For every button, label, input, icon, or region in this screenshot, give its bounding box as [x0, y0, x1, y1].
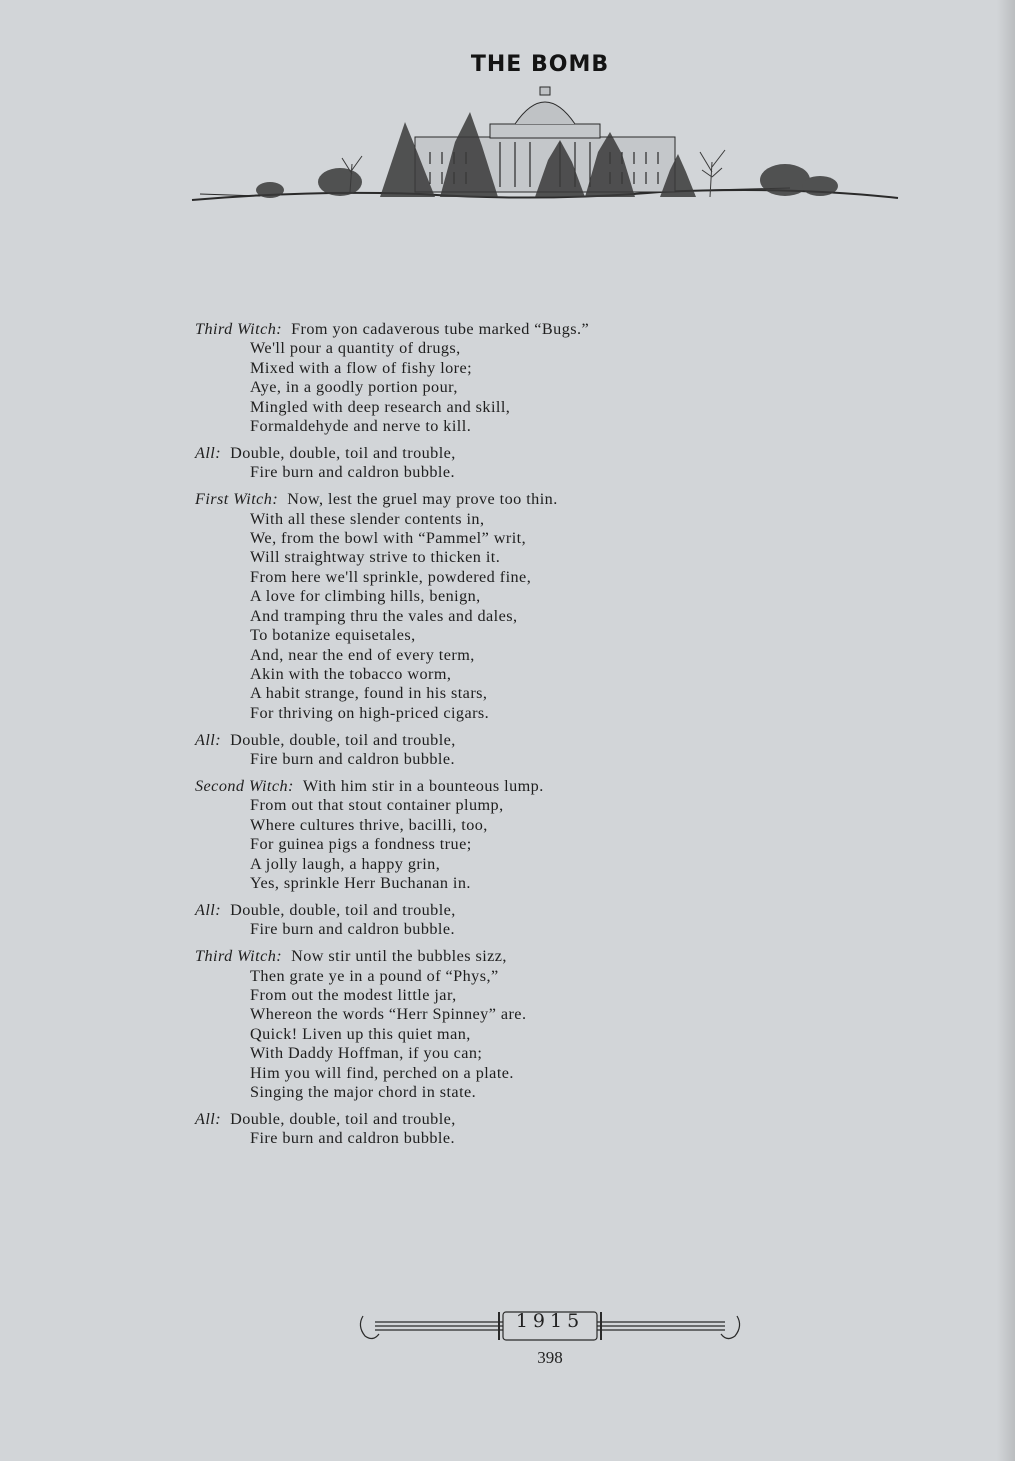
verse-line: Fire burn and caldron bubble.: [250, 920, 455, 939]
header-title: THE BOMB: [470, 52, 610, 77]
verse-line: Formaldehyde and nerve to kill.: [250, 417, 472, 436]
verse-line: Double, double, toil and trouble,: [230, 900, 456, 919]
verse-line: Akin with the tobacco worm,: [250, 664, 452, 683]
stanza-first-line: [195, 490, 755, 509]
speaker-label: All:: [195, 900, 222, 919]
page-header: [190, 52, 900, 212]
stanza-first-line: [195, 901, 755, 920]
verse-line: Fire burn and caldron bubble.: [250, 750, 455, 769]
verse-line: Double, double, toil and trouble,: [230, 730, 456, 749]
speaker-label: All:: [195, 443, 222, 462]
verse-line: Will straightway strive to thicken it.: [250, 548, 501, 567]
page-number: 398: [537, 1348, 563, 1367]
verse-line: Singing the major chord in state.: [250, 1083, 477, 1102]
stanza-first-line: [195, 731, 755, 750]
verse-line: Now stir until the bubbles sizz,: [291, 947, 507, 966]
year-label: 1915: [515, 1310, 585, 1332]
stanza: [195, 490, 755, 723]
verse-line: For guinea pigs a fondness true;: [250, 835, 472, 854]
speaker-label: Third Witch:: [195, 320, 283, 338]
poem-body: [195, 320, 755, 1156]
verse-line: Quick! Liven up this quiet man,: [250, 1024, 471, 1043]
verse-line: From here we'll sprinkle, powdered fine,: [250, 567, 532, 586]
speaker-label: First Witch:: [195, 490, 279, 509]
verse-line: Mingled with deep research and skill,: [250, 397, 511, 416]
stanza: [195, 1110, 755, 1149]
stanza-first-line: [195, 1110, 755, 1129]
stanza-first-line: [195, 320, 755, 339]
verse-line: Where cultures thrive, bacilli, too,: [250, 815, 488, 834]
verse-line: Now, lest the gruel may prove too thin.: [287, 490, 558, 509]
speaker-label: Second Witch:: [195, 776, 294, 795]
speaker-label: Third Witch:: [195, 947, 283, 966]
verse-line: Fire burn and caldron bubble.: [250, 463, 455, 482]
campus-building-with-trees-icon: [190, 82, 900, 207]
verse-line: A habit strange, found in his stars,: [250, 684, 488, 703]
verse-line: We, from the bowl with “Pammel” writ,: [250, 529, 527, 548]
verse-line: For thriving on high-priced cigars.: [250, 703, 490, 722]
stanza: [195, 947, 755, 1102]
verse-line: With all these slender contents in,: [250, 509, 485, 528]
verse-line: And, near the end of every term,: [250, 645, 475, 664]
stanza-first-line: [195, 947, 755, 966]
verse-line: Whereon the words “Herr Spinney” are.: [250, 1005, 527, 1024]
verse-line: Double, double, toil and trouble,: [230, 443, 456, 462]
verse-line: Aye, in a goodly portion pour,: [250, 378, 458, 397]
verse-line: Yes, sprinkle Herr Buchanan in.: [250, 873, 471, 892]
verse-line: We'll pour a quantity of drugs,: [250, 339, 461, 358]
stanza: [195, 901, 755, 940]
stanza: [195, 444, 755, 483]
stanza: [195, 731, 755, 770]
verse-line: To botanize equisetales,: [250, 626, 416, 645]
speaker-label: All:: [195, 1109, 222, 1128]
verse-line: Then grate ye in a pound of “Phys,”: [250, 966, 499, 985]
verse-line: Double, double, toil and trouble,: [230, 1109, 456, 1128]
verse-line: A jolly laugh, a happy grin,: [250, 854, 441, 873]
verse-line: And tramping thru the vales and dales,: [250, 606, 518, 625]
stanza-first-line: [195, 777, 755, 796]
verse-line: From out the modest little jar,: [250, 986, 457, 1004]
stanza-first-line: [195, 444, 755, 463]
stanza: [195, 777, 755, 893]
stanza: [195, 320, 755, 436]
verse-line: From out that stout container plump,: [250, 796, 504, 815]
verse-line: Him you will find, perched on a plate.: [250, 1063, 514, 1082]
verse-line: Mixed with a flow of fishy lore;: [250, 358, 473, 377]
verse-line: A love for climbing hills, benign,: [250, 587, 481, 606]
speaker-label: All:: [195, 730, 222, 749]
verse-line: From yon cadaverous tube marked “Bugs.”: [291, 320, 590, 338]
page-footer: [355, 1308, 745, 1388]
verse-line: With Daddy Hoffman, if you can;: [250, 1044, 483, 1063]
verse-line: With him stir in a bounteous lump.: [302, 776, 544, 795]
verse-line: Fire burn and caldron bubble.: [250, 1129, 455, 1148]
